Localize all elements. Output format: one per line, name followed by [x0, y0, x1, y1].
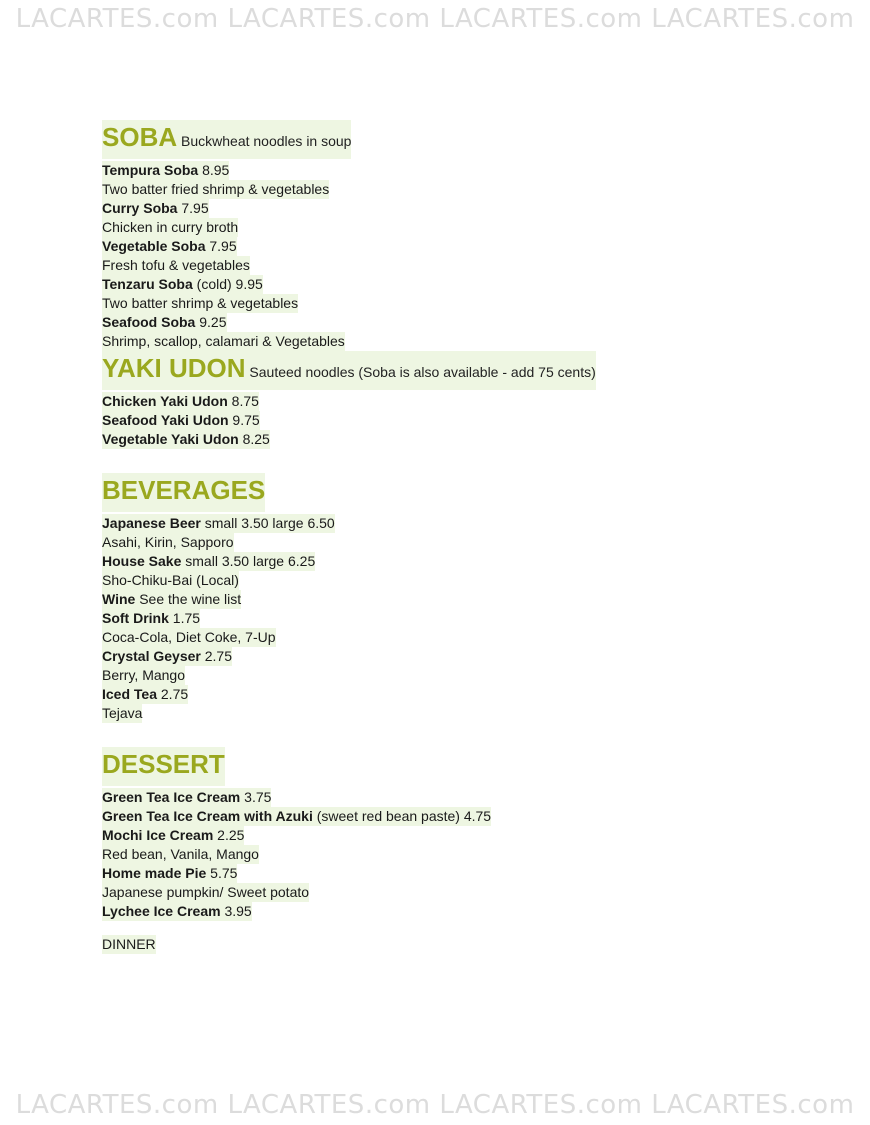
menu-item — [102, 788, 271, 807]
section-heading — [102, 120, 351, 159]
item-price: 8.95 — [198, 162, 230, 178]
menu-item — [102, 237, 237, 256]
item-note: Berry, Mango — [102, 667, 185, 683]
item-price: 8.25 — [238, 431, 270, 447]
item-price: 2.75 — [200, 648, 232, 664]
item-note: Coca-Cola, Diet Coke, 7-Up — [102, 629, 276, 645]
item-name: Vegetable Yaki Udon — [102, 431, 239, 447]
section-title: SOBA — [102, 122, 178, 152]
section-title: YAKI UDON — [102, 353, 246, 383]
menu-item — [102, 514, 335, 533]
item-price: small 3.50 large 6.25 — [181, 553, 316, 569]
item-price: 8.75 — [227, 393, 259, 409]
item-price: 9.75 — [228, 412, 260, 428]
item-name: Lychee Ice Cream — [102, 903, 221, 919]
section-soba — [102, 120, 822, 351]
item-name: Chicken Yaki Udon — [102, 393, 228, 409]
menu-item — [102, 161, 229, 180]
item-price: 2.25 — [213, 827, 245, 843]
menu-item — [102, 313, 227, 332]
menu-item — [102, 609, 200, 628]
section-title: BEVERAGES — [102, 475, 266, 505]
section-dessert — [102, 747, 822, 921]
menu-item — [102, 902, 252, 921]
item-note: Japanese pumpkin/ Sweet potato — [102, 884, 310, 900]
section-description: Buckwheat noodles in soup — [177, 133, 352, 149]
item-name: House Sake — [102, 553, 182, 569]
item-price: (cold) 9.95 — [192, 276, 263, 292]
footer-label — [102, 935, 156, 954]
item-name: Green Tea Ice Cream — [102, 789, 241, 805]
item-name: Vegetable Soba — [102, 238, 206, 254]
item-note: Shrimp, scallop, calamari & Vegetables — [102, 333, 345, 349]
item-note: Chicken in curry broth — [102, 219, 239, 235]
item-note: Red bean, Vanila, Mango — [102, 846, 259, 862]
item-name: Mochi Ice Cream — [102, 827, 214, 843]
item-price: See the wine list — [135, 591, 242, 607]
menu-item — [102, 275, 263, 294]
item-price: 7.95 — [205, 238, 237, 254]
item-name: Tempura Soba — [102, 162, 199, 178]
menu-item — [102, 685, 188, 704]
menu-item — [102, 411, 260, 430]
item-name: Wine — [102, 591, 136, 607]
section-beverages — [102, 473, 822, 723]
section-heading — [102, 473, 265, 512]
menu-item — [102, 826, 244, 845]
section-heading — [102, 747, 225, 786]
item-name: Seafood Yaki Udon — [102, 412, 229, 428]
section-title: DESSERT — [102, 749, 225, 779]
section-yaki-udon — [102, 351, 822, 449]
item-price: 3.75 — [240, 789, 272, 805]
item-price: 5.75 — [206, 865, 238, 881]
footer-text: DINNER — [102, 936, 156, 952]
watermark-bottom: LACARTES.com LACARTES.com LACARTES.com LACARTES.com — [15, 1090, 855, 1120]
menu-item — [102, 430, 270, 449]
item-note: Two batter shrimp & vegetables — [102, 295, 299, 311]
item-price: 9.25 — [195, 314, 227, 330]
section-description: Sauteed noodles (Soba is also available - add 75 cents) — [245, 364, 596, 380]
section-spacer — [102, 449, 822, 473]
item-price: 7.95 — [177, 200, 209, 216]
menu-item — [102, 392, 259, 411]
item-name: Seafood Soba — [102, 314, 196, 330]
watermark-top: LACARTES.com LACARTES.com LACARTES.com LACARTES.com — [15, 4, 855, 34]
item-name: Iced Tea — [102, 686, 157, 702]
menu-item — [102, 199, 209, 218]
item-name: Crystal Geyser — [102, 648, 201, 664]
item-price: 1.75 — [168, 610, 201, 626]
item-note: Two batter fried shrimp & vegetables — [102, 181, 330, 197]
section-spacer — [102, 723, 822, 747]
section-heading — [102, 351, 596, 390]
item-price: 3.95 — [220, 903, 252, 919]
item-name: Green Tea Ice Cream with Azuki — [102, 808, 313, 824]
item-name: Japanese Beer — [102, 515, 201, 531]
menu-item — [102, 590, 241, 609]
menu-item — [102, 864, 237, 883]
menu-item — [102, 807, 491, 826]
item-note: Fresh tofu & vegetables — [102, 257, 250, 273]
item-name: Curry Soba — [102, 200, 178, 216]
item-price: 2.75 — [157, 686, 189, 702]
item-note: Asahi, Kirin, Sapporo — [102, 534, 234, 550]
item-note: Sho-Chiku-Bai (Local) — [102, 572, 239, 588]
item-note: Tejava — [102, 705, 143, 721]
item-name: Soft Drink — [102, 610, 169, 626]
item-name: Tenzaru Soba — [102, 276, 193, 292]
item-name: Home made Pie — [102, 865, 207, 881]
item-price: (sweet red bean paste) 4.75 — [312, 808, 492, 824]
menu-item — [102, 552, 315, 571]
item-price: small 3.50 large 6.50 — [200, 515, 335, 531]
menu-item — [102, 647, 232, 666]
menu-page — [102, 120, 822, 921]
